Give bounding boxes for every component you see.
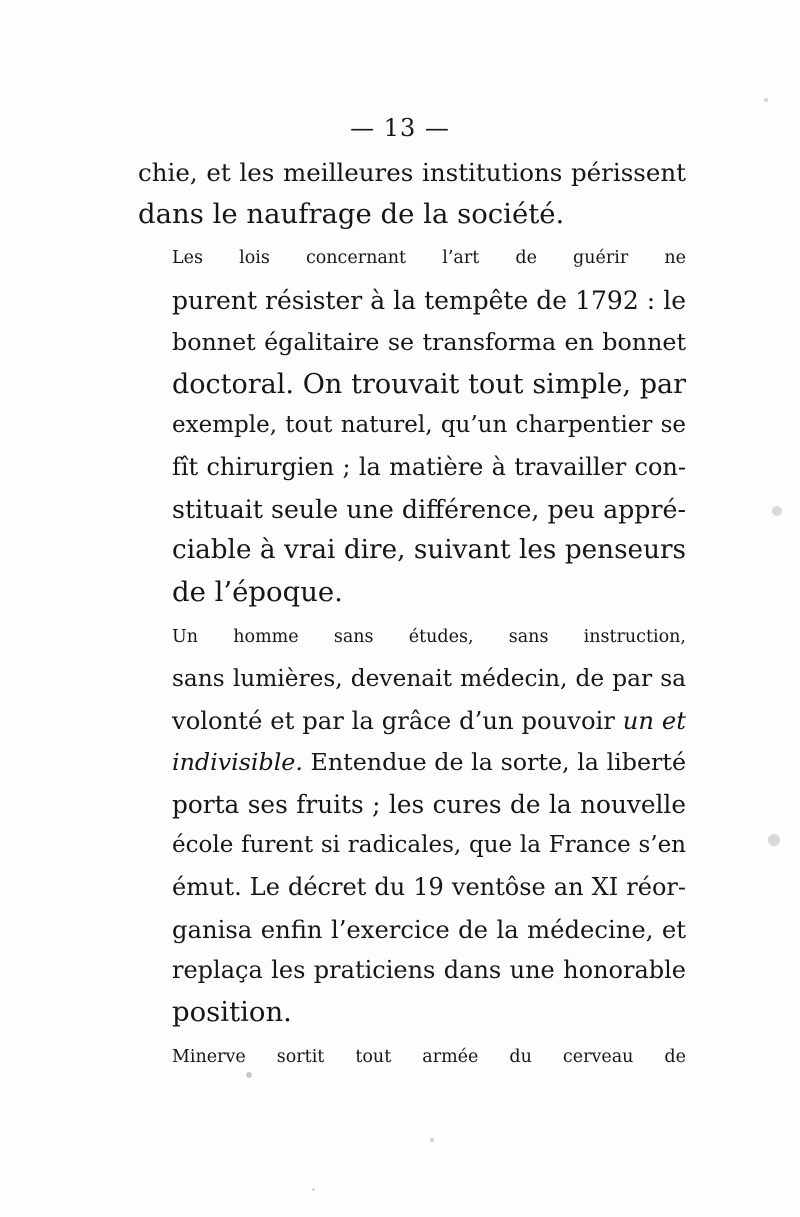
paragraph-2 <box>138 238 686 613</box>
text-run: Entendue de la sorte, la liberté <box>302 747 686 776</box>
paragraph-1 <box>138 152 686 235</box>
italic-phrase: un et <box>622 706 686 736</box>
text-line: Minerve sortit tout armée du cerveau de <box>172 1046 686 1067</box>
text-line: Les lois concernant l’art de guérir ne <box>172 248 686 269</box>
text-line: dans le naufrage de la société. <box>138 197 565 230</box>
text-line: émut. Le décret du 19 ventôse an XI réor- <box>172 872 686 901</box>
page-number: — 13 — <box>350 114 450 142</box>
text-line: ciable à vrai dire, suivant les penseurs <box>172 535 686 566</box>
text-line: sans lumières, devenait médecin, de par sa <box>172 665 686 693</box>
body-text <box>138 152 686 1078</box>
text-line: exemple, tout naturel, qu’un charpentier se <box>172 412 686 439</box>
text-line <box>138 742 686 784</box>
paper-speck <box>764 98 768 102</box>
text-line: position. <box>172 996 292 1029</box>
text-line: replaça les praticiens dans une honorable <box>172 956 686 985</box>
text-run: volonté et par la grâce d’un pouvoir <box>172 706 623 736</box>
text-line <box>138 700 686 742</box>
paper-speck <box>430 1138 434 1142</box>
text-line: de l’époque. <box>172 576 343 609</box>
text-line: ganisa enfin l’exercice de la médecine, et <box>172 914 686 944</box>
text-line: fît chirurgien ; la matière à travailler con- <box>172 452 686 481</box>
paragraph-4 <box>138 1037 686 1079</box>
paper-speck <box>768 834 780 846</box>
text-line: école furent si radicales, que la France s’en <box>172 832 686 859</box>
paper-speck <box>312 1188 315 1191</box>
text-line: chie, et les meilleures institutions périssent <box>138 158 686 187</box>
text-line: stituait seule une différence, peu appré- <box>172 494 686 524</box>
text-line: purent résister à la tempête de 1792 : le <box>172 286 686 316</box>
paper-speck <box>772 506 782 516</box>
text-line: porta ses fruits ; les cures de la nouvelle <box>172 789 686 819</box>
paper-speck <box>246 1072 252 1078</box>
text-line: Un homme sans études, sans instruction, <box>172 626 686 647</box>
text-line: doctoral. On trouvait tout simple, par <box>172 368 686 400</box>
paragraph-3 <box>138 617 686 1034</box>
italic-phrase: indivisible. <box>172 747 303 776</box>
text-line: bonnet égalitaire se transforma en bonnet <box>172 327 686 356</box>
